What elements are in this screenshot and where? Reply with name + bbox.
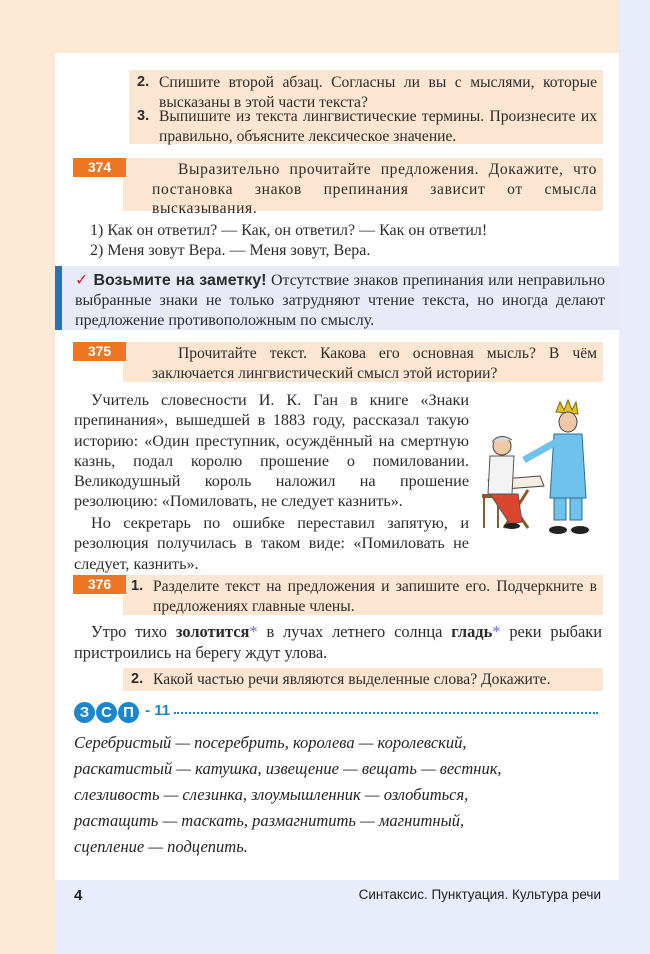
- note-heading: Возьмите на заметку!: [93, 272, 267, 289]
- zsp-number: - 11: [145, 702, 171, 719]
- zsp-row-3: слезливость — слезинка, злоумышленник — озлобиться,: [74, 785, 469, 804]
- text-segment: реки рыбаки пристроились на берегу ждут улова.: [74, 622, 602, 662]
- ex375-task-text: Прочитайте текст. Какова его основная мысль? В чём заключается лингвистический смысл этой истории?: [152, 345, 597, 382]
- ex374-line-2: 2) Меня зовут Вера. — Меня зовут, Вера.: [90, 242, 371, 259]
- running-title: Синтаксис. Пунктуация. Культура речи: [358, 887, 601, 902]
- right-margin: [619, 0, 650, 954]
- ex376-number-badge: 376: [73, 575, 126, 594]
- asterisk-icon: *: [249, 622, 258, 641]
- ex375-number-badge: 375: [73, 342, 126, 361]
- item-text: Какой частью речи являются выделенные слова? Докажите.: [153, 671, 551, 688]
- ex374-line-1: 1) Как он ответил? — Как, он ответил? — Как он ответил!: [90, 222, 488, 239]
- item-number: 1.: [131, 578, 144, 594]
- item-text: Выпишите из текста лингвистические термины. Произнесите их правильно, объясните лексическое значение.: [159, 108, 597, 145]
- page-number: 4: [74, 887, 83, 904]
- zsp-header: [74, 702, 170, 723]
- text-segment: Утро тихо: [91, 622, 176, 641]
- checkmark-icon: ✓: [75, 270, 89, 289]
- ex376-item-1: [131, 577, 597, 616]
- asterisk-icon: *: [492, 622, 501, 641]
- zsp-letter-s: С: [96, 702, 117, 723]
- zsp-row-2: раскатистый — катушка, извещение — вещать — вестник,: [74, 759, 502, 778]
- ex375-paragraph-1: Учитель словесности И. К. Ган в книге «Знаки препинания», вышедшей в 1883 году, рассказал такую историю: «Один преступник, осуждённый на смертную казнь, подал королю прошение о помиловании. Великодушный король наложил на прошение резолюцию: «Помиловать, не следует казнить».: [74, 391, 469, 511]
- item-number: 2.: [137, 74, 150, 90]
- item-text: Спишите второй абзац. Согласны ли вы с мыслями, которые высказаны в этой части текста?: [159, 74, 597, 111]
- zsp-row-4: растащить — таскать, размагнитить — магнитный,: [74, 811, 465, 830]
- highlighted-word-1: золотится: [175, 622, 250, 641]
- zsp-letter-p: П: [118, 702, 139, 723]
- note-body: Отсутствие знаков препинания или неправильно выбранные знаки не только затрудняют чтение текста, но иногда делают предложение противоположным по смыслу.: [75, 272, 606, 329]
- prev-item-3: [137, 107, 597, 146]
- item-text: Разделите текст на предложения и запишите его. Подчеркните в предложениях главные члены.: [153, 578, 597, 615]
- zsp-row-5: сцепление — подцепить.: [74, 837, 248, 856]
- text-segment: в лучах летнего солнца: [257, 622, 452, 641]
- ex374-task-text: Выразительно прочитайте предложения. Докажите, что постановка знаков препинания зависит от смысла высказывания.: [152, 161, 597, 217]
- zsp-letter-z: З: [74, 702, 95, 723]
- dotted-divider: [174, 712, 598, 714]
- zsp-row-1: Серебристый — посеребрить, королева — королевский,: [74, 733, 467, 752]
- note-text-block: [75, 270, 605, 331]
- ex375-paragraph-2: Но секретарь по ошибке переставил запятую, и резолюция получилась в таком виде: «Помиловать не следует, казнить».: [74, 514, 469, 573]
- item-number: 2.: [131, 671, 144, 687]
- ex376-exercise-text: [74, 622, 602, 663]
- item-number: 3.: [137, 108, 150, 124]
- king-and-secretary-illustration: [478, 398, 606, 548]
- ex374-number-badge: 374: [73, 158, 126, 177]
- highlighted-word-2: гладь: [451, 622, 493, 641]
- ex376-item-2: [131, 670, 597, 690]
